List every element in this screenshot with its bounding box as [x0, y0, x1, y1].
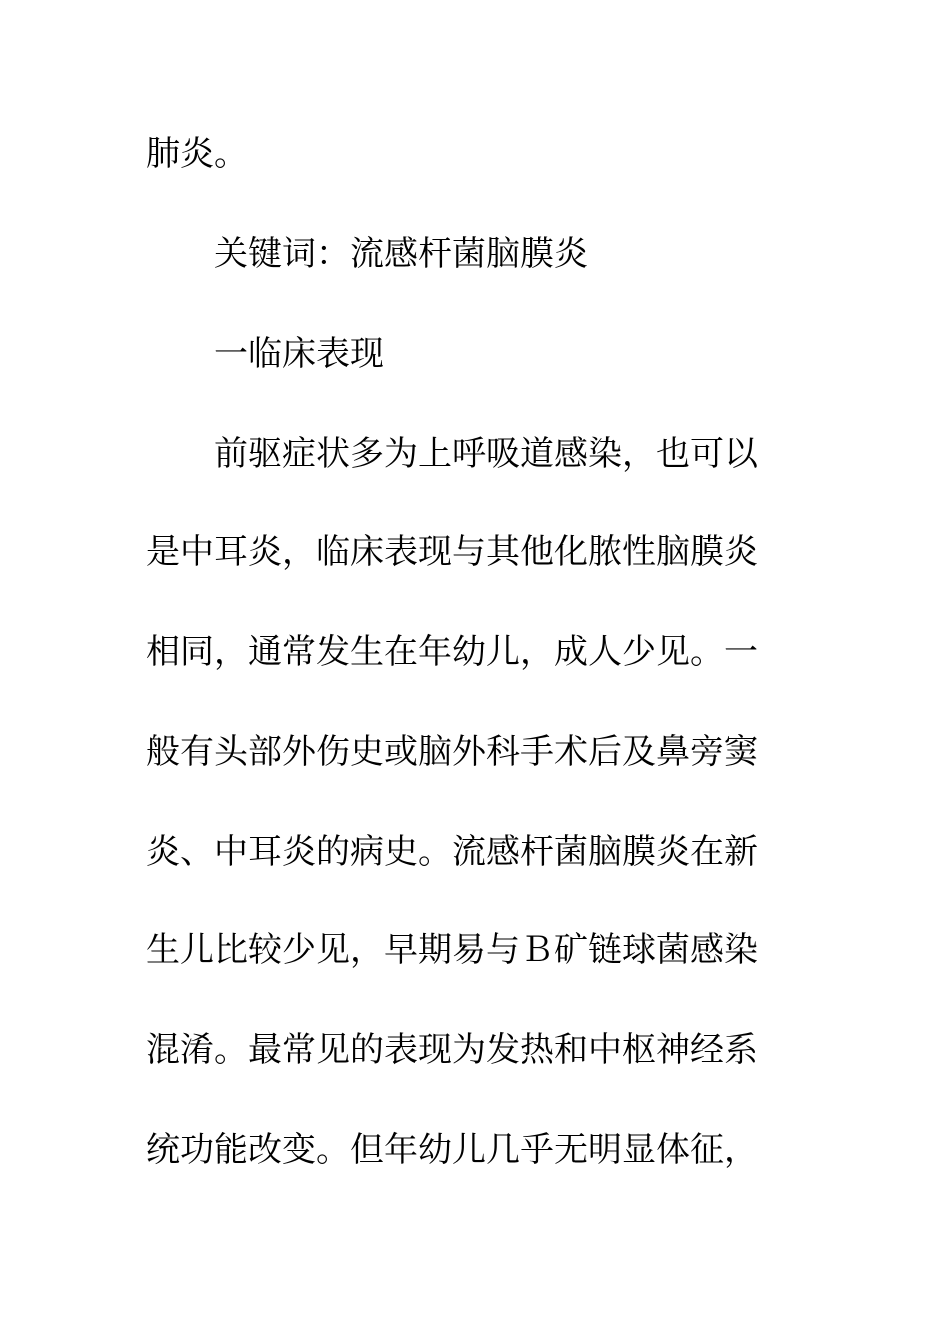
section-heading: 一临床表现 — [214, 334, 384, 374]
paragraph-line: 生儿比较少见，早期易与Ｂ矿链球菌感染 — [146, 930, 758, 970]
paragraph-ending-line: 肺炎。 — [146, 134, 248, 174]
keywords-line: 关键词：流感杆菌脑膜炎 — [214, 234, 588, 274]
paragraph-line: 混淆。最常见的表现为发热和中枢神经系 — [146, 1030, 758, 1070]
paragraph-line: 统功能改变。但年幼儿几乎无明显体征， — [146, 1130, 758, 1170]
paragraph-line: 前驱症状多为上呼吸道感染，也可以 — [214, 434, 758, 474]
paragraph-line: 相同，通常发生在年幼儿，成人少见。一 — [146, 632, 758, 672]
paragraph-line: 炎、中耳炎的病史。流感杆菌脑膜炎在新 — [146, 832, 758, 872]
paragraph-line: 般有头部外伤史或脑外科手术后及鼻旁窦 — [146, 732, 758, 772]
paragraph-line: 是中耳炎，临床表现与其他化脓性脑膜炎 — [146, 532, 758, 572]
